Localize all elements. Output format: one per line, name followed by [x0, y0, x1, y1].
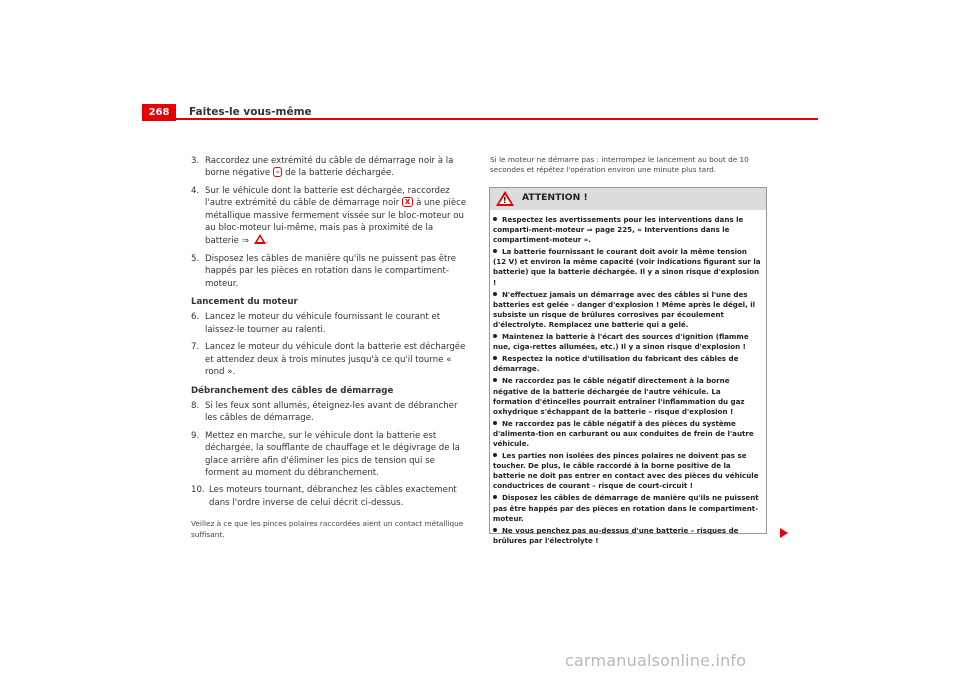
- attention-item: Ne vous penchez pas au-dessus d'une batterie – risques de brûlures par l'électrolyte !: [493, 525, 739, 545]
- step-7: [191, 341, 469, 378]
- step-text: Si les feux sont allumés, éteignez-les avant de débrancher les câbles de démarrage.: [205, 400, 458, 424]
- attention-item: Les parties non isolées des pinces polaires ne doivent pas se toucher. De plus, le câble raccordé à la borne positive de la batterie ne doit pas entrer en contact avec des pièces du véhicule conductrices de courant – risque de court-circuit !: [493, 451, 759, 491]
- section-heading: Débranchement des câbles de démarrage: [191, 385, 394, 396]
- bullet-icon: [493, 453, 497, 457]
- attention-item: Respectez les avertissements pour les interventions dans le comparti-ment-moteur ⇒ page 225, « Interventions dans le compartiment-moteur ».: [493, 215, 744, 245]
- step-number: 10.: [191, 485, 205, 496]
- bullet-icon: [493, 421, 497, 425]
- step-text: Sur le véhicule dont la batterie est déchargée, raccordez l'autre extrémité du câble de démarrage noir: [205, 185, 450, 209]
- attention-item: N'effectuez jamais un démarrage avec des câbles si l'une des batteries est gelée – danger d'explosion ! Même après le dégel, il subsiste un risque de brûlures corrosives par écoulement d'électrolyte. Remplacez une batterie qui a gelé.: [493, 289, 756, 329]
- ground-point-symbol: X: [402, 197, 413, 207]
- left-column: [191, 155, 469, 540]
- step-text: Disposez les câbles de manière qu'ils ne puissent pas être happés par les pièces en rotation dans le compartiment-moteur.: [205, 253, 457, 289]
- attention-item: Respectez la notice d'utilisation du fabricant des câbles de démarrage.: [493, 354, 739, 374]
- page-title: Faites-le vous-même: [189, 106, 312, 118]
- step-number: 5.: [191, 253, 200, 264]
- bullet-icon: [493, 378, 497, 382]
- bullet-icon: [493, 495, 497, 499]
- bullet-icon: [493, 334, 497, 338]
- step-6: [191, 311, 469, 336]
- step-9: [191, 430, 469, 480]
- step-10: [191, 484, 469, 509]
- bullet-icon: [493, 217, 497, 221]
- step-number: 8.: [191, 400, 200, 411]
- step-5: [191, 253, 469, 290]
- note-text: Veillez à ce que les pinces polaires raccordées aient un contact métallique suffisant.: [191, 519, 464, 539]
- step-number: 7.: [191, 342, 200, 353]
- warning-triangle-icon: !: [496, 191, 514, 206]
- step-number: 6.: [191, 312, 200, 323]
- step-text: Raccordez une extrémité du câble de démarrage noir à la borne négative: [205, 156, 454, 179]
- step-number: 9.: [191, 430, 200, 441]
- continue-arrow-icon: [780, 528, 788, 538]
- watermark: carmanualsonline.info: [565, 651, 747, 670]
- attention-item: Ne raccordez pas le câble négatif à des pièces du système d'alimenta-tion en carburant ou aux conduites de frein de l'autre véhicule.: [493, 418, 754, 448]
- attention-title: ATTENTION !: [522, 192, 588, 203]
- page-number: 268: [142, 104, 176, 121]
- step-text: Lancez le moteur du véhicule fournissant le courant et laissez-le tourner au ralenti.: [205, 312, 441, 335]
- bullet-icon: [493, 292, 497, 296]
- bullet-icon: [493, 356, 497, 360]
- negative-terminal-symbol: –: [273, 167, 283, 177]
- step-text: Lancez le moteur du véhicule dont la batterie est déchargée et attendez deux à trois minutes jusqu'à ce qu'il tourne « rond ».: [205, 342, 466, 378]
- step-4: 4. Sur le véhicule dont la batterie est déchargée, raccordez l'autre extrémité du câble de démarrage noir X à une pièce métallique massive fermement vissée sur le bloc-moteur ou au bloc-moteur lui-même, mais pas à proximité de la batterie ⇒ .: [191, 185, 467, 247]
- step-8: [191, 400, 469, 425]
- step-3: [191, 155, 469, 180]
- step-text: de la batterie déchargée.: [285, 168, 394, 179]
- bullet-icon: [493, 528, 497, 532]
- warning-triangle-icon: [254, 234, 266, 244]
- attention-item: Disposez les câbles de démarrage de manière qu'ils ne puissent pas être happés par des pièces en rotation dans le compartiment-moteur.: [493, 493, 759, 523]
- attention-list: [490, 210, 766, 546]
- step-text: Mettez en marche, sur le véhicule dont la batterie est déchargée, la soufflante de chauffage et le dégivrage de la glace arrière afin d'éliminer les pics de tension qui se forment au moment du débranchement.: [205, 430, 460, 478]
- attention-item: Maintenez la batterie à l'écart des sources d'ignition (flamme nue, ciga-rettes allumées, etc.) Il y a sinon risque d'explosion !: [493, 332, 749, 352]
- bullet-icon: [493, 249, 497, 253]
- step-number: 3.: [191, 156, 200, 166]
- attention-header: [490, 188, 766, 210]
- attention-item: La batterie fournissant le courant doit avoir la même tension (12 V) et environ la même capacité (voir indications figurant sur la batterie) que la batterie déchargée. Il y a sinon risque d'explosion !: [493, 247, 761, 287]
- header-rule: [142, 118, 818, 120]
- step-text: à une pièce métallique massive fermement vissée sur le bloc-moteur ou au bloc-moteur lui-même, mais pas à proximité de la batterie: [205, 198, 467, 247]
- intro-text: Si le moteur ne démarre pas : interrompez le lancement au bout de 10 secondes et répétez l'opération environ une minute plus tard.: [490, 155, 749, 175]
- reference-arrow-icon: ⇒: [241, 236, 249, 247]
- attention-item: Ne raccordez pas le câble négatif directement à la borne négative de la batterie déchargée de l'autre véhicule. La formation d'étincelles pourrait entraîner l'inflammation du gaz oxhydrique s'échappant de la batterie – risque d'explosion !: [493, 376, 745, 416]
- section-heading: Lancement du moteur: [191, 297, 298, 308]
- step-number: 4.: [191, 185, 200, 196]
- step-text: Les moteurs tournant, débranchez les câbles exactement dans l'ordre inverse de celui décrit ci-dessus.: [209, 485, 457, 508]
- attention-box: [489, 187, 767, 545]
